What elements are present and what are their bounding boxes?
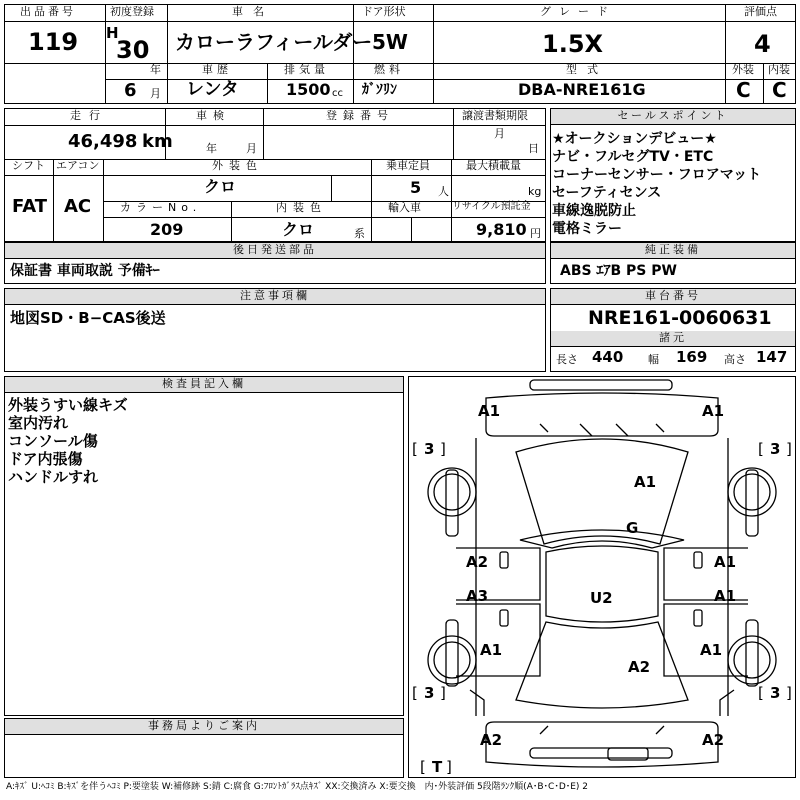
interior-grade: C <box>772 78 787 102</box>
capacity-unit: 人 <box>438 185 449 198</box>
transfer-day-unit: 日 <box>528 142 539 155</box>
first-reg-label: 初度登録 <box>110 5 154 18</box>
sales-point-item: セーフティセンス <box>552 185 662 201</box>
mark-rear-left: A2 <box>480 731 503 749</box>
int-color-label: 内装色 <box>276 201 327 214</box>
mark-hood: A1 <box>634 473 657 491</box>
lot-number: 119 <box>28 28 79 56</box>
car-diagram-box <box>408 376 796 778</box>
tire-fl: 3 <box>424 440 435 458</box>
color-no-label: カラーNo. <box>120 201 202 214</box>
mark-left-rear-door: A3 <box>466 587 489 605</box>
tire-bracket: ] <box>446 758 452 776</box>
parts-label: 後日発送部品 <box>5 243 545 259</box>
inspector-item: ドア内張傷 <box>8 450 83 468</box>
mark-left-front-door: A2 <box>466 553 489 571</box>
height-value: 147 <box>756 348 788 366</box>
mark-trunk: A2 <box>628 658 651 676</box>
width-label: 幅 <box>648 353 659 366</box>
tire-bracket: [ <box>412 440 418 458</box>
displacement-value: 1500 <box>286 80 331 99</box>
reg-no-label: 登録番号 <box>326 109 394 122</box>
notes-value: 地図SD・B−CAS後送 <box>10 309 166 327</box>
length-label: 長さ <box>556 353 578 366</box>
fuel-label: 燃料 <box>374 63 404 76</box>
legend: A:ｷｽﾞ U:ﾍｺﾐ B:ｷｽﾞを伴うﾍｺﾐ P:要塗装 W:補修跡 S:錆 C:腐食 G:ﾌﾛﾝﾄｶﾞﾗｽ点ｷｽﾞ XX:交換済み X:要交換 内･外装評価 5段階ﾗﾝｸ順(A･B･C･D･E) 2 <box>6 782 589 792</box>
score-label: 評価点 <box>744 5 777 18</box>
door-value: 5W <box>372 30 408 54</box>
mark-left-rear-fender: A1 <box>480 641 503 659</box>
sales-point-item: ナビ・フルセグTV・ETC <box>552 149 714 165</box>
vehicle-info-grid <box>4 108 546 242</box>
sales-point-item: 電格ミラー <box>552 221 622 237</box>
ac-label: エアコン <box>56 159 100 172</box>
ext-color-label: 外装色 <box>212 159 263 172</box>
tire-bracket: ] <box>786 440 792 458</box>
inspector-item: ハンドルすれ <box>8 468 99 486</box>
notes-label: 注意事項欄 <box>5 289 545 305</box>
shift-value: FAT <box>12 196 48 217</box>
max-load-unit: kg <box>528 185 542 198</box>
office-label: 事務局よりご案内 <box>5 719 403 735</box>
history-value: レンタ <box>186 79 239 100</box>
notes-box <box>4 288 546 372</box>
parts-value: 保証書 車両取説 予備ｷｰ <box>10 263 160 279</box>
sales-point-item: 車線逸脱防止 <box>552 203 636 219</box>
car-name: カローラフィールダー <box>175 30 373 54</box>
equipment-label: 純正装備 <box>551 243 795 259</box>
mileage-label: 走行 <box>70 109 108 122</box>
inspector-label: 検査員記入欄 <box>5 377 403 393</box>
sales-points-label: セールスポイント <box>551 109 795 125</box>
reg-year: 30 <box>116 36 150 64</box>
recycle-unit: 円 <box>530 227 541 240</box>
sales-point-item: ★オークションデビュー★ <box>552 131 717 147</box>
recycle-value: 9,810 <box>476 220 527 239</box>
transfer-label: 譲渡書類期限 <box>462 109 528 122</box>
color-no-value: 209 <box>150 220 184 239</box>
inspector-item: 外装うすい線キズ <box>8 396 128 414</box>
inspector-item: 室内汚れ <box>8 414 69 432</box>
recycle-label: リサイクル預託金 <box>452 201 531 212</box>
inspection-month-unit: 月 <box>246 142 257 155</box>
capacity-value: 5 <box>410 178 422 197</box>
length-value: 440 <box>592 348 624 366</box>
chassis-label: 車台番号 <box>551 289 795 305</box>
score-value: 4 <box>754 30 771 58</box>
reg-month-unit: 月 <box>150 87 161 100</box>
mileage-unit: km <box>142 131 173 152</box>
interior-label: 内装 <box>768 63 790 76</box>
door-label: ドア形状 <box>362 5 406 18</box>
displacement-label: 排気量 <box>284 63 329 76</box>
tire-bracket: [ <box>412 684 418 702</box>
import-label: 輸入車 <box>388 201 421 214</box>
grade-label: グレード <box>540 5 616 18</box>
exterior-label: 外装 <box>732 63 754 76</box>
office-box <box>4 718 404 778</box>
int-color-value: クロ <box>282 220 315 239</box>
model-value: DBA-NRE161G <box>518 80 646 99</box>
reg-year-unit: 年 <box>150 63 161 76</box>
history-label: 車歴 <box>202 63 232 76</box>
height-label: 高さ <box>724 353 746 366</box>
int-color-unit: 系 <box>354 227 365 240</box>
chassis-number: NRE161-0060631 <box>588 307 772 329</box>
width-value: 169 <box>676 348 708 366</box>
inspector-item: コンソール傷 <box>8 432 98 450</box>
transfer-month-unit: 月 <box>494 127 505 140</box>
mark-right-rear-door: A1 <box>714 587 737 605</box>
ac-value: AC <box>64 196 92 217</box>
equipment-value: ABS ｴｱB PS PW <box>560 263 677 279</box>
tire-bracket: ] <box>440 684 446 702</box>
tire-bracket: [ <box>758 440 764 458</box>
displacement-unit: cc <box>332 88 343 99</box>
mark-roof: U2 <box>590 589 613 607</box>
inspection-label: 車検 <box>196 109 230 122</box>
fuel-value: ｶﾞｿﾘﾝ <box>362 82 397 98</box>
mileage-value: 46,498 <box>68 131 138 152</box>
tire-bracket: ] <box>786 684 792 702</box>
mark-right-rear-fender: A1 <box>700 641 723 659</box>
mark-windshield: G <box>626 519 639 537</box>
specs-label: 諸元 <box>551 331 795 347</box>
mark-front-right: A1 <box>702 402 725 420</box>
car-name-label: 車名 <box>232 5 274 18</box>
grade-value: 1.5X <box>542 30 604 58</box>
tire-rr: 3 <box>770 684 781 702</box>
shift-label: シフト <box>12 159 45 172</box>
tire-bracket: [ <box>758 684 764 702</box>
inspection-year-unit: 年 <box>206 142 217 155</box>
tire-rl: 3 <box>424 684 435 702</box>
reg-month: 6 <box>124 80 137 101</box>
era-letter: H <box>106 24 119 42</box>
tire-bracket: ] <box>440 440 446 458</box>
lot-label: 出品番号 <box>20 5 76 18</box>
tire-fr: 3 <box>770 440 781 458</box>
exterior-grade: C <box>736 78 751 102</box>
model-label: 型式 <box>566 63 608 76</box>
mark-front-left: A1 <box>478 402 501 420</box>
ext-color-value: クロ <box>204 177 237 196</box>
mark-right-front-door: A1 <box>714 553 737 571</box>
tire-spare: T <box>432 758 443 776</box>
sales-point-item: コーナーセンサー・フロアマット <box>552 167 762 183</box>
tire-bracket: [ <box>420 758 426 776</box>
max-load-label: 最大積載量 <box>466 159 521 172</box>
mark-rear-right: A2 <box>702 731 725 749</box>
capacity-label: 乗車定員 <box>386 159 430 172</box>
